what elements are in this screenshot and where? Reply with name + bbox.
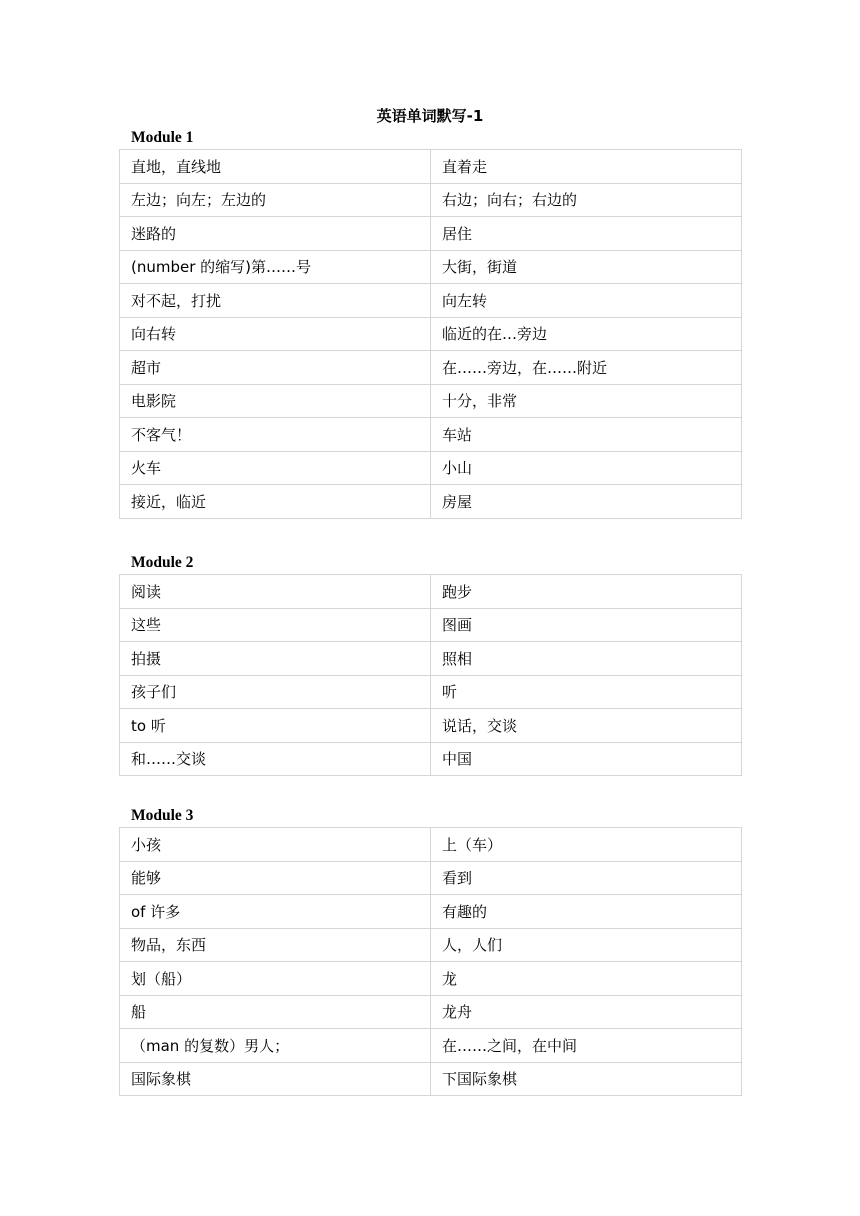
word-cell-left: 火车: [120, 451, 431, 485]
word-cell-left: 能够: [120, 861, 431, 895]
table-row: [120, 284, 742, 318]
table-row: [120, 709, 742, 743]
word-cell-right: 有趣的: [431, 895, 742, 929]
table-row: [120, 250, 742, 284]
table-row: [120, 928, 742, 962]
word-cell-left: 接近，临近: [120, 485, 431, 519]
word-cell-left: 船: [120, 995, 431, 1029]
word-cell-right: 小山: [431, 451, 742, 485]
word-cell-left: 左边；向左；左边的: [120, 183, 431, 217]
word-cell-right: 十分，非常: [431, 384, 742, 418]
table-row: [120, 608, 742, 642]
document-title: 英语单词默写-1: [376, 107, 484, 125]
word-cell-right: 龙: [431, 962, 742, 996]
module-3-table: [119, 827, 742, 1096]
table-row: [120, 451, 742, 485]
word-cell-left: 划（船）: [120, 962, 431, 996]
module-3-heading: Module 3: [131, 807, 194, 824]
word-cell-right: 下国际象棋: [431, 1062, 742, 1096]
word-cell-right: 居住: [431, 217, 742, 251]
word-cell-right: 向左转: [431, 284, 742, 318]
table-row: [120, 995, 742, 1029]
word-cell-right: 在……旁边，在……附近: [431, 351, 742, 385]
word-cell-left: 国际象棋: [120, 1062, 431, 1096]
word-cell-left: 超市: [120, 351, 431, 385]
word-cell-left: 直地，直线地: [120, 150, 431, 184]
word-cell-right: 上（车）: [431, 828, 742, 862]
word-cell-right: 照相: [431, 642, 742, 676]
word-cell-left: of 许多: [120, 895, 431, 929]
table-row: [120, 1062, 742, 1096]
module-2-heading: Module 2: [131, 554, 194, 571]
module-1-heading: Module 1: [131, 129, 194, 146]
table-row: [120, 485, 742, 519]
word-cell-left: 向右转: [120, 317, 431, 351]
word-cell-right: 看到: [431, 861, 742, 895]
table-row: [120, 150, 742, 184]
word-cell-left: 小孩: [120, 828, 431, 862]
word-cell-right: 临近的在…旁边: [431, 317, 742, 351]
table-row: [120, 962, 742, 996]
table-row: [120, 575, 742, 609]
table-row: [120, 861, 742, 895]
module-1-table: [119, 149, 742, 519]
word-cell-right: 人，人们: [431, 928, 742, 962]
word-cell-right: 听: [431, 675, 742, 709]
word-cell-left: 拍摄: [120, 642, 431, 676]
word-cell-right: 图画: [431, 608, 742, 642]
word-cell-right: 直着走: [431, 150, 742, 184]
word-cell-right: 在……之间，在中间: [431, 1029, 742, 1063]
word-cell-left: 电影院: [120, 384, 431, 418]
table-row: [120, 317, 742, 351]
table-row: [120, 1029, 742, 1063]
table-row: [120, 828, 742, 862]
table-row: [120, 351, 742, 385]
word-cell-left: （man 的复数）男人；: [120, 1029, 431, 1063]
table-row: [120, 642, 742, 676]
word-cell-left: 迷路的: [120, 217, 431, 251]
word-cell-right: 龙舟: [431, 995, 742, 1029]
table-row: [120, 895, 742, 929]
table-row: [120, 418, 742, 452]
word-cell-right: 说话，交谈: [431, 709, 742, 743]
word-cell-left: 和……交谈: [120, 742, 431, 776]
table-row: [120, 742, 742, 776]
table-row: [120, 183, 742, 217]
word-cell-left: 这些: [120, 608, 431, 642]
table-row: [120, 675, 742, 709]
word-cell-left: (number 的缩写)第……号: [120, 250, 431, 284]
word-cell-left: 对不起，打扰: [120, 284, 431, 318]
word-cell-right: 大街，街道: [431, 250, 742, 284]
word-cell-left: to 听: [120, 709, 431, 743]
word-cell-right: 跑步: [431, 575, 742, 609]
word-cell-right: 右边；向右；右边的: [431, 183, 742, 217]
word-cell-left: 阅读: [120, 575, 431, 609]
word-cell-left: 孩子们: [120, 675, 431, 709]
word-cell-right: 房屋: [431, 485, 742, 519]
word-cell-right: 中国: [431, 742, 742, 776]
module-2-table: [119, 574, 742, 776]
word-cell-left: 物品，东西: [120, 928, 431, 962]
table-row: [120, 217, 742, 251]
table-row: [120, 384, 742, 418]
word-cell-right: 车站: [431, 418, 742, 452]
word-cell-left: 不客气！: [120, 418, 431, 452]
